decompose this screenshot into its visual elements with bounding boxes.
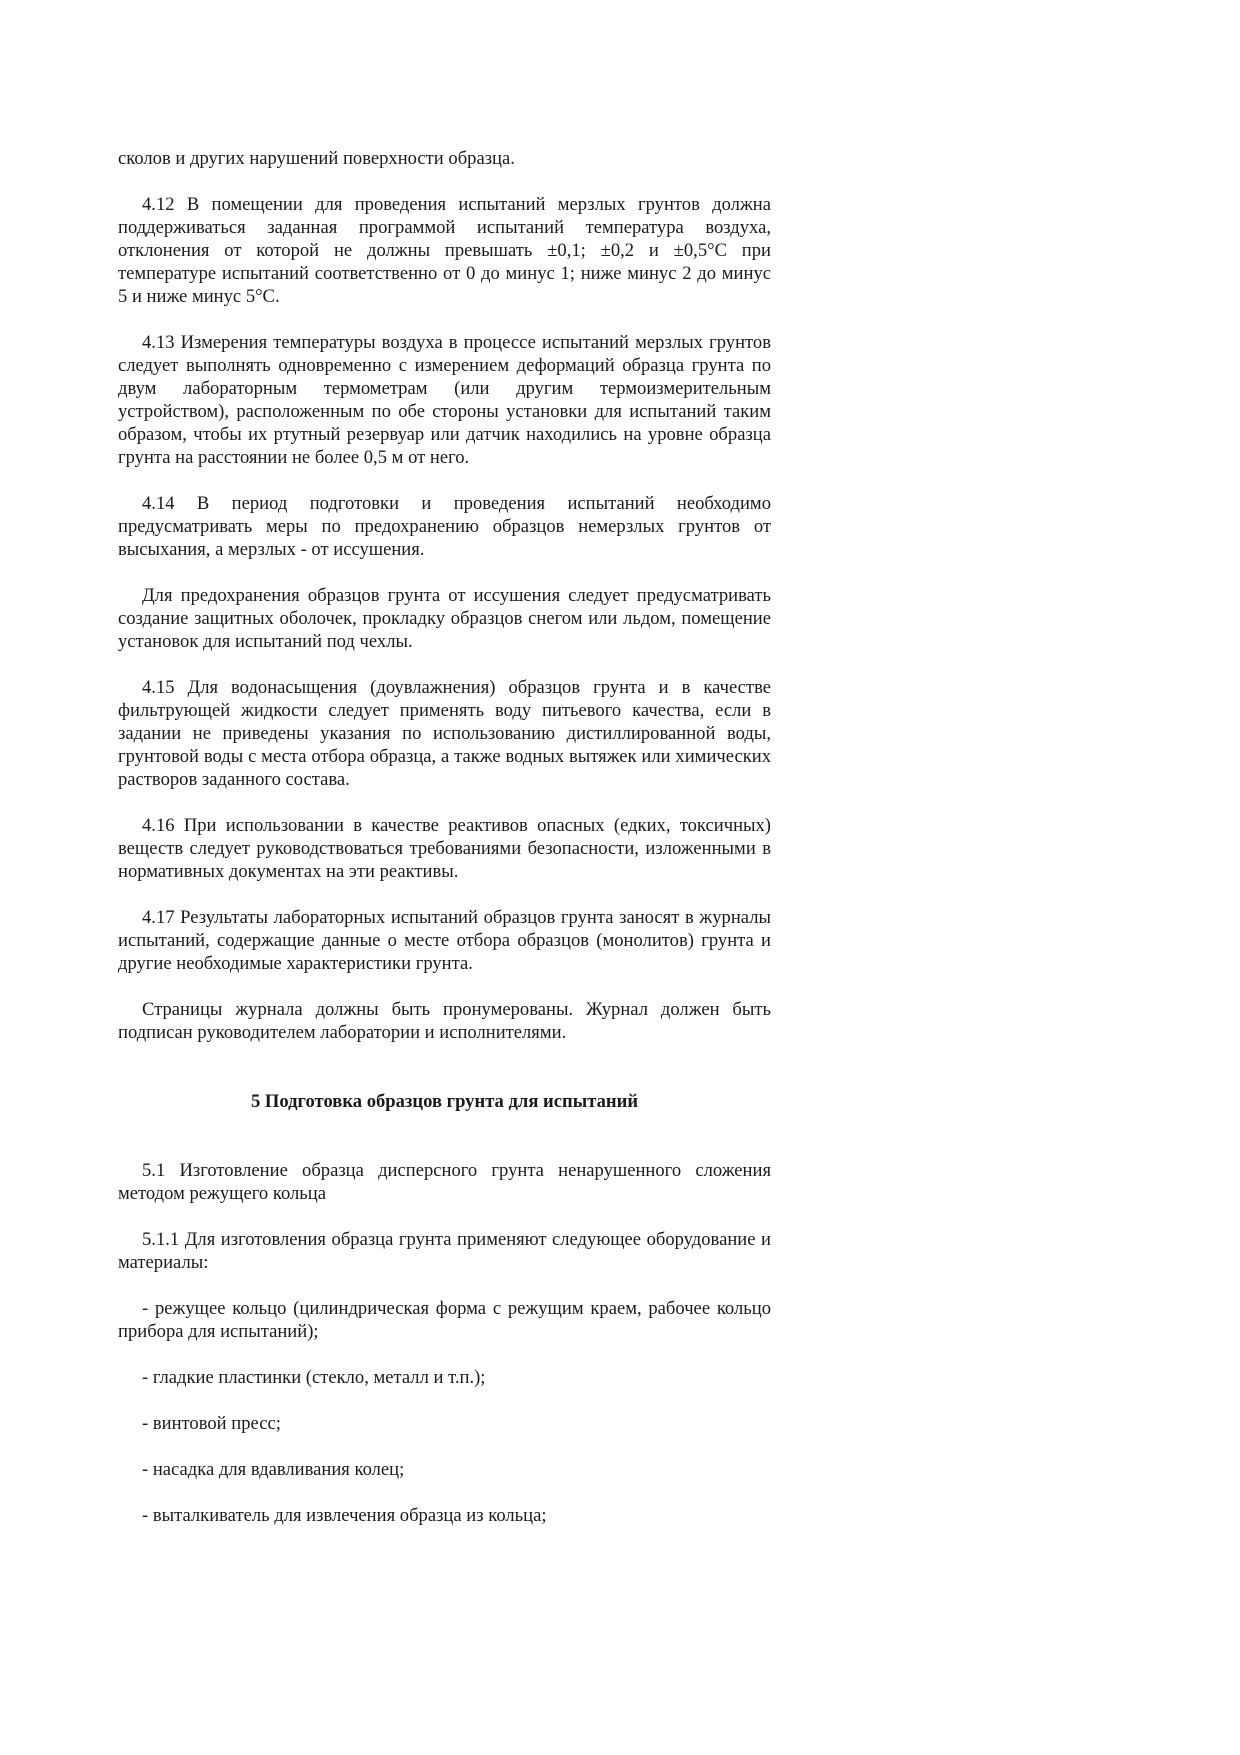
paragraph-5-1-1: 5.1.1 Для изготовления образца грунта применяют следующее оборудование и материалы: xyxy=(118,1229,771,1273)
list-item-screw-press: - винтовой пресс; xyxy=(142,1413,281,1434)
paragraph-4-15: 4.15 Для водонасыщения (доувлажнения) образцов грунта и в качестве фильтрующей жидкости следует применять воду питьевого качества, если в задании не приведены указания по использованию дистиллированной воды, грунтовой воды с места отбора образца, а также водных вытяжек или химических растворов заданного состава. xyxy=(118,677,771,790)
paragraph-4-13: 4.13 Измерения температуры воздуха в процессе испытаний мерзлых грунтов следует выполнять одновременно с измерением деформаций образца грунта по двум лабораторным термометрам (или другим термоизмерительным устройством), расположенным по обе стороны установки для испытаний таким образом, чтобы их ртутный резервуар или датчик находились на уровне образца грунта на расстоянии не более 0,5 м от него. xyxy=(118,332,771,468)
document-page xyxy=(118,147,771,1550)
paragraph-4-14: 4.14 В период подготовки и проведения испытаний необходимо предусматривать меры по предохранению образцов немерзлых грунтов от высыхания, а мерзлых - от иссушения. xyxy=(118,493,771,560)
list-item-smooth-plates: - гладкие пластинки (стекло, металл и т.п.); xyxy=(142,1367,486,1388)
paragraph-4-12: 4.12 В помещении для проведения испытаний мерзлых грунтов должна поддерживаться заданная программой испытаний температура воздуха, отклонения от которой не должны превышать ±0,1; ±0,2 и ±0,5°С при температуре испытаний соответственно от 0 до минус 1; ниже минус 2 до минус 5 и ниже минус 5°С. xyxy=(118,194,771,307)
section-heading-5: 5 Подготовка образцов грунта для испытаний xyxy=(250,1091,639,1112)
paragraph-4-17-journal: Страницы журнала должны быть пронумерованы. Журнал должен быть подписан руководителем лаборатории и исполнителями. xyxy=(118,999,771,1043)
paragraph-continuation: сколов и других нарушений поверхности образца. xyxy=(118,148,515,169)
paragraph-5-1: 5.1 Изготовление образца дисперсного грунта ненарушенного сложения методом режущего кольца xyxy=(118,1160,771,1204)
list-item-ring-nozzle: - насадка для вдавливания колец; xyxy=(142,1459,405,1480)
paragraph-4-14-protection: Для предохранения образцов грунта от иссушения следует предусматривать создание защитных оболочек, прокладку образцов снегом или льдом, помещение установок для испытаний под чехлы. xyxy=(118,585,771,652)
paragraph-4-16: 4.16 При использовании в качестве реактивов опасных (едких, токсичных) веществ следует руководствоваться требованиями безопасности, изложенными в нормативных документах на эти реактивы. xyxy=(118,815,771,882)
list-item-ejector: - выталкиватель для извлечения образца из кольца; xyxy=(142,1505,547,1526)
paragraph-4-17: 4.17 Результаты лабораторных испытаний образцов грунта заносят в журналы испытаний, содержащие данные о месте отбора образцов (монолитов) грунта и другие необходимые характеристики грунта. xyxy=(118,907,771,974)
list-item-cutting-ring: - режущее кольцо (цилиндрическая форма с режущим краем, рабочее кольцо прибора для испытаний); xyxy=(118,1298,771,1342)
